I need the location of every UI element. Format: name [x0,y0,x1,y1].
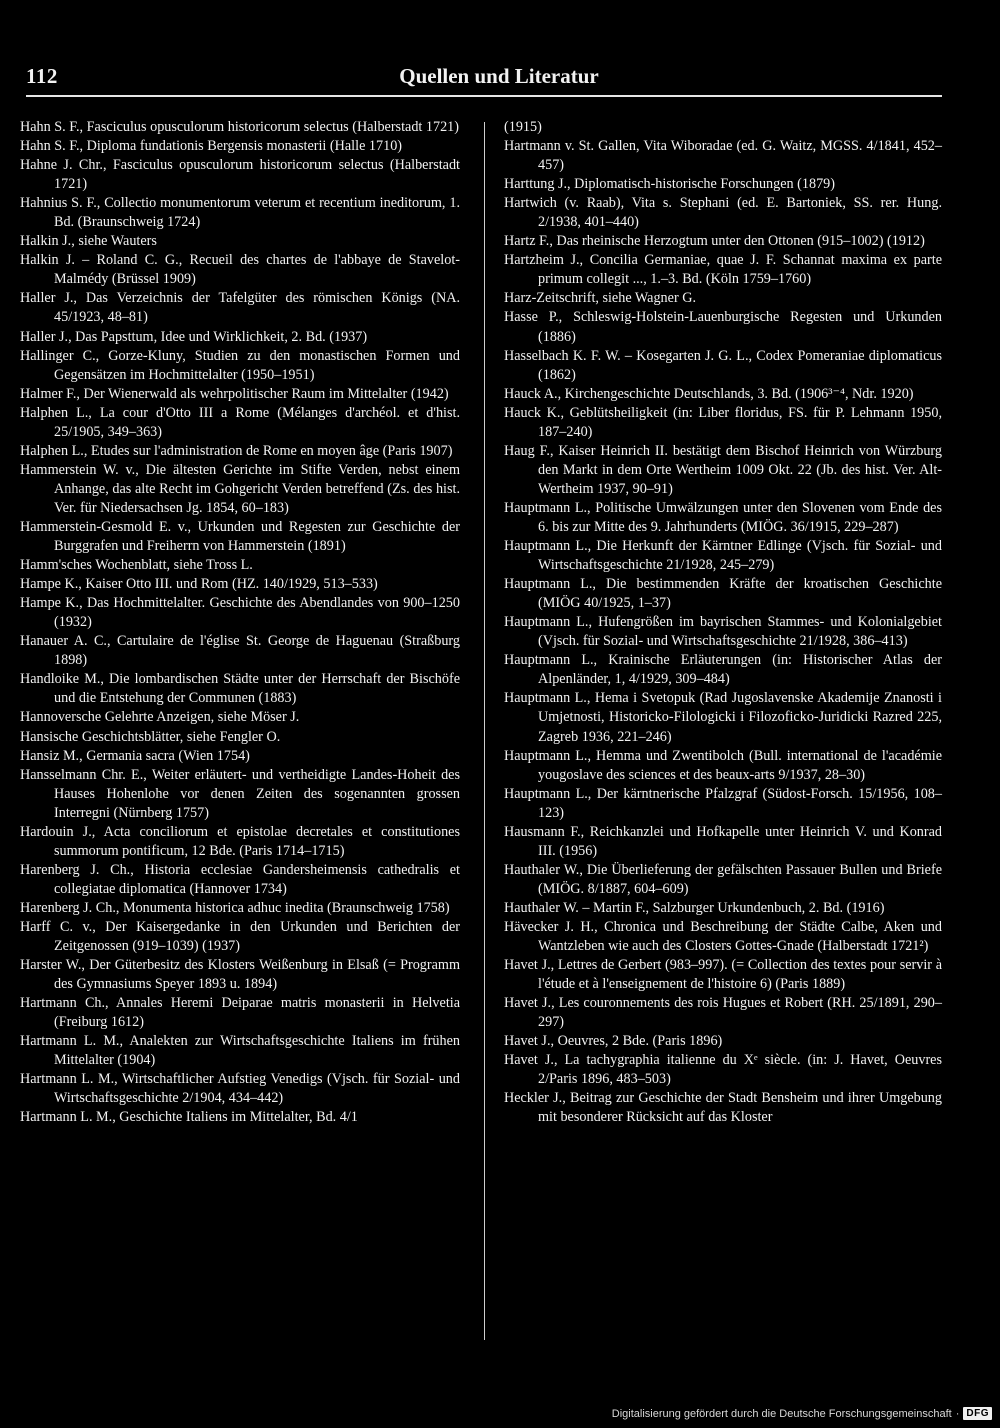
bibliography-entry: (1915) [504,119,542,135]
footer-credit: Digitalisierung gefördert durch die Deutsche Forschungsgemeinschaft [611,1407,952,1420]
bibliography-entry: Hamm'sches Wochenblatt, siehe Tross L. [20,557,253,574]
bibliography-entry: Hahne J. Chr., Fasciculus opusculorum historicorum selectus (Halberstadt 1721) [20,157,460,193]
bibliography-entry: Hauptmann L., Politische Umwälzungen unter den Slovenen vom Ende des 6. bis zur Mitte des 9. Jahrhunderts (MIÖG. 36/1915, 229–287) [504,499,942,535]
bibliography-entry: Hartz F., Das rheinische Herzogtum unter den Ottonen (915–1002) (1912) [504,233,925,250]
bibliography-entry: Hausmann F., Reichkanzlei und Hofkapelle unter Heinrich V. und Konrad III. (1956) [504,823,942,859]
right-column [504,118,942,1127]
dfg-logo: DFG [963,1407,992,1420]
bibliography-entry: Havet J., Les couronnements des rois Hugues et Robert (RH. 25/1891, 290–297) [504,995,942,1031]
bibliography-entry: Hauptmann L., Die Herkunft der Kärntner Edlinge (Vjsch. für Sozial- und Wirtschaftsgeschichte 21/1928, 245–279) [504,538,942,574]
bibliography-entry: Halmer F., Der Wienerwald als wehrpolitischer Raum im Mittelalter (1942) [20,385,449,402]
bibliography-entry: Hartmann Ch., Annales Heremi Deiparae matris monasterii in Helvetia (Freiburg 1612) [20,995,460,1031]
bibliography-entry: Hasse P., Schleswig-Holstein-Lauenburgische Regesten und Urkunden (1886) [504,309,942,345]
bibliography-entry: Hampe K., Das Hochmittelalter. Geschichte des Abendlandes von 900–1250 (1932) [20,595,460,631]
bibliography-entry: Hartzheim J., Concilia Germaniae, quae J. F. Schannat maxima ex parte primum collegit ..., 1.–3. Bd. (Köln 1759–1760) [504,252,942,288]
header-rule [26,95,942,97]
bibliography-entry: Halphen L., Etudes sur l'administration de Rome en moyen âge (Paris 1907) [20,442,453,459]
bibliography-entry: Haug F., Kaiser Heinrich II. bestätigt dem Bischof Heinrich von Würzburg den Markt in dem Orte Wertheim 1009 Okt. 22 (Jb. des hist. Ver. Alt-Wertheim 1937, 90–91) [504,442,942,497]
bibliography-entry: Havet J., Oeuvres, 2 Bde. (Paris 1896) [504,1033,723,1050]
bibliography-entry: Hampe K., Kaiser Otto III. und Rom (HZ. 140/1929, 513–533) [20,576,378,593]
bibliography-entry: Hansische Geschichtsblätter, siehe Fengler O. [20,728,281,745]
bibliography-entry: Hartwich (v. Raab), Vita s. Stephani (ed. E. Bartoniek, SS. rer. Hung. 2/1938, 401–440) [504,195,942,231]
left-column [20,118,460,1127]
bibliography-entry: Hallinger C., Gorze-Kluny, Studien zu den monastischen Formen und Gegensätzen im Hochmittelalter (1950–1951) [20,347,460,383]
bibliography-entry: Hauptmann L., Der kärntnerische Pfalzgraf (Südost-Forsch. 15/1956, 108–123) [504,785,942,821]
bibliography-entry: Harttung J., Diplomatisch-historische Forschungen (1879) [504,176,835,193]
bibliography-entry: Harenberg J. Ch., Historia ecclesiae Gandersheimensis cathedralis et collegiatae diplomatica (Hannover 1734) [20,861,460,897]
bibliography-entry: Halkin J., siehe Wauters [20,233,157,250]
bibliography-entry: Halkin J. – Roland C. G., Recueil des chartes de l'abbaye de Stavelot-Malmédy (Brüssel 1909) [20,252,460,288]
bibliography-entry: Harz-Zeitschrift, siehe Wagner G. [504,290,697,307]
bibliography-entry: Hansselmann Chr. E., Weiter erläutert- und vertheidigte Landes-Hoheit des Hauses Hohenlohe vor denen Zeiten des sogenannten grossen Interregni (Nürnberg 1757) [20,766,460,821]
bibliography-entry: Hammerstein-Gesmold E. v., Urkunden und Regesten zur Geschichte der Burggrafen und Freiherrn von Hammerstein (1891) [20,518,460,555]
bibliography-entry: Hartmann L. M., Analekten zur Wirtschaftsgeschichte Italiens im frühen Mittelalter (1904) [20,1033,460,1069]
bibliography-entry: Hartmann L. M., Geschichte Italiens im Mittelalter, Bd. 4/1 [20,1109,358,1126]
bibliography-entry: Hauck K., Geblütsheiligkeit (in: Liber floridus, FS. für P. Lehmann 1950, 187–240) [504,404,942,440]
page-number: 112 [26,64,58,88]
bibliography-entry: Hardouin J., Acta conciliorum et epistolae decretales et constitutiones summorum pontificum, 12 Bde. (Paris 1714–1715) [20,823,460,859]
bibliography-entry: Harenberg J. Ch., Monumenta historica adhuc inedita (Braunschweig 1758) [20,899,450,916]
bibliography-entry: Hahn S. F., Fasciculus opusculorum historicorum selectus (Halberstadt 1721) [20,119,460,135]
bibliography-entry: Halphen L., La cour d'Otto III a Rome (Mélanges d'archéol. et d'hist. 25/1905, 349–363) [20,404,460,440]
bibliography-entry: Haller J., Das Papsttum, Idee und Wirklichkeit, 2. Bd. (1937) [20,328,368,345]
bibliography-entry: Harster W., Der Güterbesitz des Klosters Weißenburg in Elsaß (= Programm des Gymnasiums Speyer 1893 u. 1894) [20,957,460,993]
bibliography-entry: Hauthaler W., Die Überlieferung der gefälschten Passauer Bullen und Briefe (MIÖG. 8/1887, 604–609) [504,861,942,897]
footer-separator: · [955,1407,960,1420]
bibliography-entry: Hahn S. F., Diploma fundationis Bergensis monasterii (Halle 1710) [20,138,403,155]
bibliography-entry: Hauptmann L., Hemma und Zwentibolch (Bull. international de l'académie yougoslave des sciences et des beaux-arts 9/1937, 28–30) [504,747,942,783]
running-title: Quellen und Literatur [399,64,599,88]
bibliography-entry: Hauthaler W. – Martin F., Salzburger Urkundenbuch, 2. Bd. (1916) [504,899,885,916]
bibliography-entry: Hansiz M., Germania sacra (Wien 1754) [20,747,250,764]
bibliography-entry: Hanauer A. C., Cartulaire de l'église St. George de Haguenau (Straßburg 1898) [20,633,460,669]
bibliography-entry: Hauptmann L., Hema i Svetopuk (Rad Jugoslavenske Akademije Znanosti i Umjetnosti, Historicko-Filologicki i Filozoficko-Juridicki Razred 225, Zagreb 1936, 221–246) [504,690,942,745]
bibliography-entry: Havet J., La tachygraphia italienne du Xᵉ siècle. (in: J. Havet, Oeuvres 2/Paris 1896, 483–503) [504,1052,942,1088]
bibliography-entry: Havet J., Lettres de Gerbert (983–997). (= Collection des textes pour servir à l'étude et à l'enseignement de l'histoire 6) (Paris 1889) [504,957,942,993]
bibliography-entry: Hartmann L. M., Wirtschaftlicher Aufstieg Venedigs (Vjsch. für Sozial- und Wirtschaftsgeschichte 2/1904, 434–442) [20,1071,460,1107]
bibliography-entry: Hahnius S. F., Collectio monumentorum veterum et recentium ineditorum, 1. Bd. (Braunschweig 1724) [20,195,460,231]
bibliography-entry: Hauptmann L., Krainische Erläuterungen (in: Historischer Atlas der Alpenländer, 1, 4/1929, 309–484) [504,652,942,688]
page-header [26,64,942,94]
bibliography-entry: Handloike M., Die lombardischen Städte unter der Herrschaft der Bischöfe und die Entstehung der Communen (1883) [20,671,460,707]
bibliography-entry: Hauck A., Kirchengeschichte Deutschlands, 3. Bd. (1906³⁻⁴, Ndr. 1920) [504,385,914,402]
bibliography-entry: Haller J., Das Verzeichnis der Tafelgüter des römischen Königs (NA. 45/1923, 48–81) [20,290,460,326]
bibliography-entry: Heckler J., Beitrag zur Geschichte der Stadt Bensheim und ihrer Umgebung mit besonderer Rücksicht auf das Kloster [504,1090,942,1126]
bibliography-entry: Hasselbach K. F. W. – Kosegarten J. G. L., Codex Pomeraniae diplomaticus (1862) [504,347,942,383]
bibliography-entry: Hauptmann L., Die bestimmenden Kräfte der kroatischen Geschichte (MIÖG 40/1925, 1–37) [504,576,942,612]
bibliography-entry: Hammerstein W. v., Die ältesten Gerichte im Stifte Verden, nebst einem Anhange, das alte Recht im Gohgericht Verden betreffend (Zs. des hist. Ver. für Niedersachsen Jg. 1854, 60–183) [20,461,460,516]
bibliography-entry: Harff C. v., Der Kaisergedanke in den Urkunden und Berichten der Zeitgenossen (919–1039) (1937) [20,918,460,955]
footer [612,1407,992,1420]
column-divider [484,122,485,1340]
bibliography-entry: Hartmann v. St. Gallen, Vita Wiboradae (ed. G. Waitz, MGSS. 4/1841, 452–457) [504,138,942,174]
bibliography-entry: Hauptmann L., Hufengrößen im bayrischen Stammes- und Kolonialgebiet (Vjsch. für Sozial- und Wirtschaftsgeschichte 21/1928, 386–413) [504,614,942,650]
bibliography-entry: Hannoversche Gelehrte Anzeigen, siehe Möser J. [20,709,300,726]
bibliography-entry: Hävecker J. H., Chronica und Beschreibung der Städte Calbe, Aken und Wantzleben wie auch des Closters Gottes-Gnade (Halberstadt 1721²) [504,918,942,955]
